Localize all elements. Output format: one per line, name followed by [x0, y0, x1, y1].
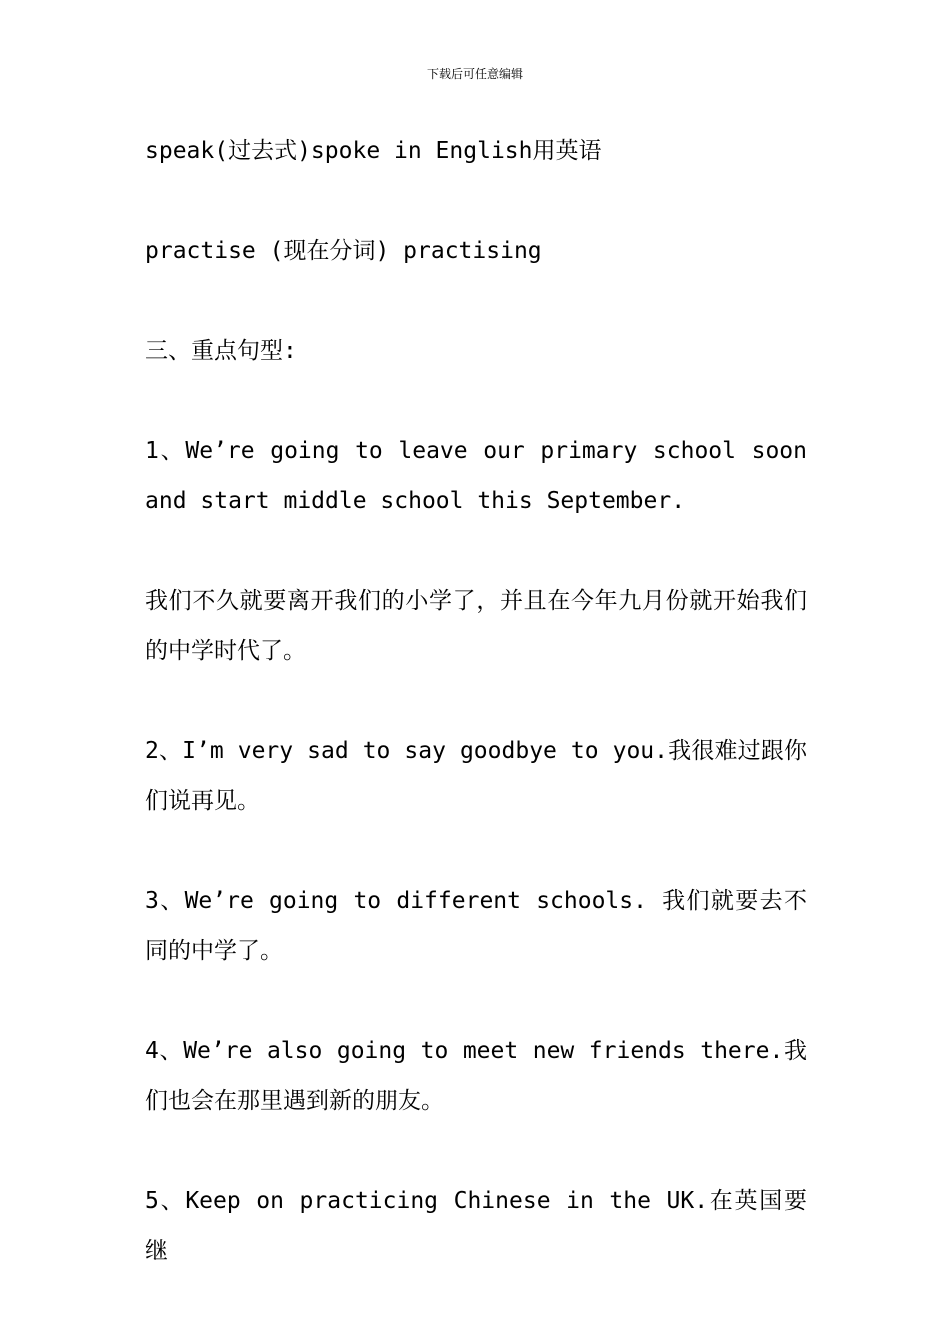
paragraph-sentence-3: 3、We’re going to different schools. 我们就要去不同的中学了。: [145, 888, 807, 964]
document-body: [145, 126, 807, 1276]
paragraph-practise-participle: practise (现在分词) practising: [145, 238, 542, 264]
paragraph-sentence-1-translation: 我们不久就要离开我们的小学了，并且在今年九月份就开始我们的中学时代了。: [145, 588, 807, 664]
paragraph-sentence-2: 2、I’m very sad to say goodbye to you.我很难过跟你们说再见。: [145, 738, 807, 814]
paragraph-speak-past-tense: speak(过去式)spoke in English用英语: [145, 138, 602, 164]
paragraph-sentence-5: 5、Keep on practicing Chinese in the UK.在英国要继: [145, 1188, 807, 1264]
paragraph-sentence-4: 4、We’re also going to meet new friends there.我们也会在那里遇到新的朋友。: [145, 1038, 807, 1114]
page-header: 下载后可任意编辑: [426, 67, 523, 81]
section-heading-key-sentences: 三、重点句型:: [145, 338, 297, 364]
paragraph-sentence-1: 1、We’re going to leave our primary school soon and start middle school this September.: [145, 438, 807, 514]
